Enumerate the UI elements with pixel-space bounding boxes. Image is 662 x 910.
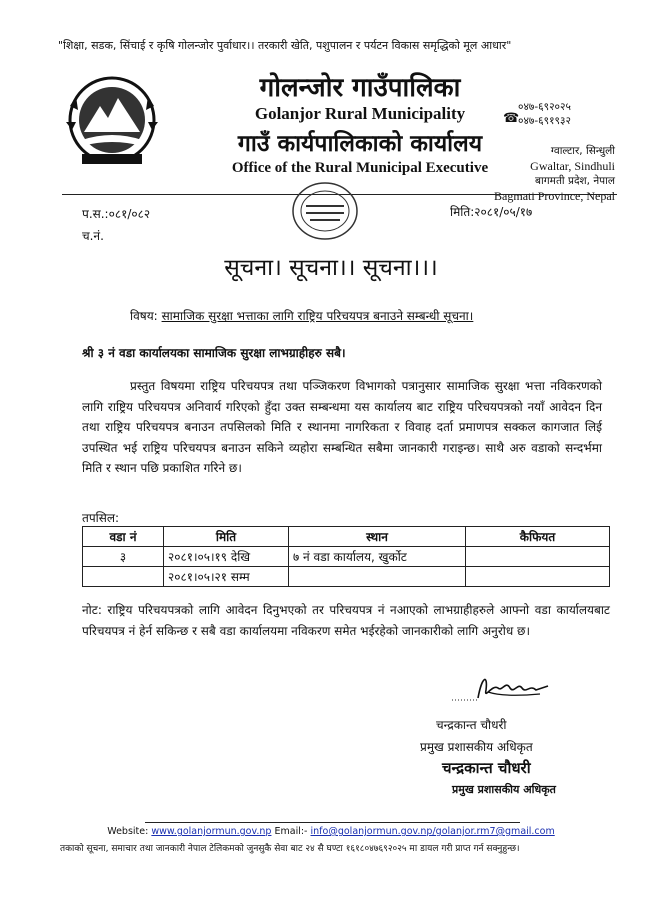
website-link[interactable]: www.golanjormun.gov.np bbox=[151, 826, 272, 837]
handwritten-signature bbox=[448, 670, 558, 706]
footer-divider bbox=[145, 822, 520, 823]
address-en-line: Bagmati Province, Nepal bbox=[494, 189, 615, 203]
recipient-line: श्री ३ नं वडा कार्यालयका सामाजिक सुरक्षा लाभग्राहीहरु सबै। bbox=[82, 346, 346, 360]
name-stamp: चन्द्रकान्त चौधरी bbox=[442, 759, 531, 777]
note-paragraph: नोट: राष्ट्रिय परिचयपत्रको लागि आवेदन दिनुभएको तर परिचयपत्र नं नआएको लाभग्राहीहरुले आफ्नो वडा कार्यालयबाट परिचयपत्र नं हेर्न सकिन्छ र सबै वडा कार्यालयमा नविकरण समेत भईरहेको जानकारीको लागि अनुरोध छ। bbox=[82, 603, 610, 638]
signatory-name: चन्द्रकान्त चौधरी bbox=[436, 718, 507, 732]
phone-number: ०४७-६९२०२५ bbox=[518, 101, 571, 113]
subject-line bbox=[130, 307, 473, 324]
notice-title: सूचना। सूचना।। सूचना।।। bbox=[224, 255, 438, 281]
phone-number: ०४७-६९१९३२ bbox=[518, 115, 571, 127]
reference-block bbox=[82, 203, 150, 247]
header-motto: "शिक्षा, सडक, सिंचाई र कृषि गोलन्जोर पुर्वाधार।। तरकारी खेति, पशुपालन र पर्यटन विकास समृद्धिको मूल आधार" bbox=[58, 39, 512, 52]
header-remarks: कैफियत bbox=[466, 527, 610, 547]
body-text: प्रस्तुत विषयमा राष्ट्रिय परिचयपत्र तथा पञ्जिकरण विभागको पत्रानुसार सामाजिक सुरक्षा भत्ता नविकरणको लागि राष्ट्रिय परिचयपत्र अनिवार्य गरिएको हुँदा उक्त सम्बन्धमा यस कार्यालय बाट राष्ट्रिय परिचयपत्रको नयाँ आवेदन दिन तथा राष्ट्रिय परिचयपत्र बनाउन तपसिलको मिति र स्थानमा नागरिकता र विवाह दर्ता प्रमाणपत्र सक्कल कागजात लिई उपस्थित भई राष्ट्रिय परिचयपत्र बनाउन सकिने व्यहोरा सम्बन्धित सबैमा जानकारी गराइन्छ। साथै अरु वडाको सन्दर्भमा मिति र स्थान पछि प्रकाशित गरिने छ। bbox=[82, 379, 602, 475]
signatory-post: प्रमुख प्रशासकीय अधिकृत bbox=[420, 740, 533, 754]
subject-text: सामाजिक सुरक्षा भत्ताका लागि राष्ट्रिय परिचयपत्र बनाउने सम्बन्धी सूचना। bbox=[161, 309, 474, 323]
municipality-name-np: गोलन्जोर गाउँपालिका bbox=[259, 73, 461, 103]
table-row bbox=[83, 547, 610, 567]
email-link[interactable]: info@golanjormun.gov.np/golanjor.rm7@gmail.com bbox=[310, 826, 555, 837]
cell-empty bbox=[466, 567, 610, 587]
office-name-np: गाउँ कार्यपालिकाको कार्यालय bbox=[237, 131, 483, 157]
office-name-en: Office of the Rural Municipal Executive bbox=[231, 160, 489, 176]
email-label: Email:- bbox=[274, 826, 308, 837]
schedule-table bbox=[82, 526, 610, 587]
cell-empty bbox=[289, 567, 466, 587]
schedule-label: तपसिल: bbox=[82, 511, 120, 525]
dispatch-number: च.नं. bbox=[82, 229, 104, 243]
header-date: मिति bbox=[164, 527, 289, 547]
phone-numbers bbox=[518, 100, 571, 128]
telecom-info: तकाको सूचना, समाचार तथा जानकारी नेपाल टेलिकमको जुनसुकै सेवा बाट २४ सै घण्टा १६१८०४७६९२०२५ मा डायल गरी प्राप्त गर्न सक्नुहुन्छ। bbox=[60, 844, 520, 854]
address-np-line: ग्वाल्टार, सिन्धुली bbox=[550, 145, 615, 157]
cell-date-from: २०८१।०५।१९ देखि bbox=[164, 547, 289, 567]
post-stamp: प्रमुख प्रशासकीय अधिकृत bbox=[452, 783, 556, 796]
table-row bbox=[83, 567, 610, 587]
cell-place: ७ नं वडा कार्यालय, खुर्कोट bbox=[289, 547, 466, 567]
header-place: स्थान bbox=[289, 527, 466, 547]
table-header-row bbox=[83, 527, 610, 547]
address-np-line: बागमती प्रदेश, नेपाल bbox=[535, 175, 615, 187]
office-address bbox=[480, 144, 615, 204]
office-stamp bbox=[290, 180, 360, 242]
letter-serial: प.स.:०८१/०८२ bbox=[82, 207, 151, 221]
header-ward: वडा नं bbox=[83, 527, 164, 547]
telephone-icon: ☎ bbox=[503, 111, 520, 126]
cell-remarks bbox=[466, 547, 610, 567]
subject-label: विषय: bbox=[130, 309, 158, 323]
notice-body bbox=[82, 376, 602, 479]
cell-empty bbox=[83, 567, 164, 587]
municipality-name-en: Golanjor Rural Municipality bbox=[254, 104, 466, 123]
cell-date-to: २०८१।०५।२१ सम्म bbox=[164, 567, 289, 587]
cell-ward: ३ bbox=[83, 547, 164, 567]
letter-date: मिति:२०८१/०५/१७ bbox=[450, 205, 533, 219]
municipality-logo bbox=[62, 70, 162, 170]
website-label: Website: bbox=[107, 826, 149, 837]
footer-contact bbox=[0, 826, 662, 837]
address-en-line: Gwaltar, Sindhuli bbox=[530, 159, 615, 173]
